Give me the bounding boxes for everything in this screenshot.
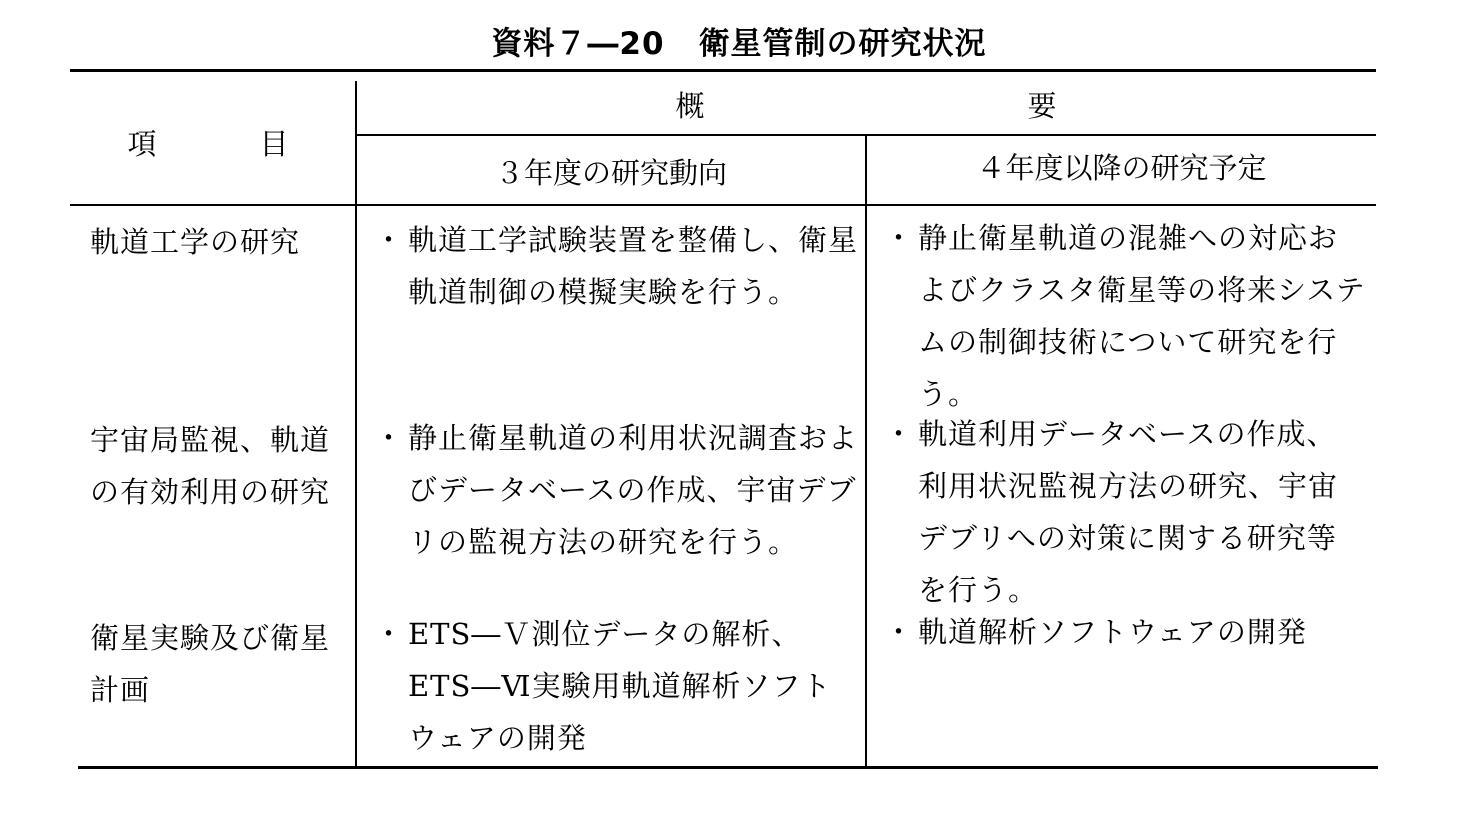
row1-fy4-text: ・ 静止衛星軌道の混雑への対応およびクラスタ衛星等の将来システムの制御技術について研究を行う。 (890, 212, 1366, 420)
row3-fy4 (890, 606, 1366, 658)
header-summary-left: 概 (675, 89, 705, 123)
header-fy3: ３年度の研究動向 (494, 156, 727, 190)
row1-fy3 (380, 214, 860, 318)
row1-fy3-text: ・ 軌道工学試験装置を整備し、衛星軌道制御の模擬実験を行う。 (380, 214, 860, 318)
row2-fy4-text: ・ 軌道利用データベースの作成、利用状況監視方法の研究、宇宙デブリへの対策に関する研究等を行う。 (890, 408, 1366, 616)
row2-fy3 (380, 412, 860, 568)
header-fy4: ４年度以降の研究予定 (976, 151, 1267, 185)
row3-fy3-text: ・ ETS―Ｖ測位データの解析、ETS―Ⅵ実験用軌道解析ソフトウェアの開発 (380, 608, 860, 764)
document-title (0, 18, 1478, 63)
row2-fy4 (890, 408, 1366, 616)
row1-item: 軌道工学の研究 (90, 225, 301, 259)
summary-column-divider (865, 136, 867, 768)
table-bottom-border (78, 766, 1378, 769)
header-item: 項 目 (127, 127, 293, 161)
row1-fy4 (890, 212, 1366, 420)
table-top-border (70, 69, 1376, 72)
row2-fy3-text: ・ 静止衛星軌道の利用状況調査およびデータベースの作成、宇宙デブリの監視方法の研究を行う。 (380, 412, 860, 568)
row3-item: 衛星実験及び衛星計画 (90, 621, 331, 707)
header-summary-right: 要 (1027, 89, 1057, 123)
row3-fy4-text: ・ 軌道解析ソフトウェアの開発 (890, 606, 1366, 658)
title-number: 資料７―20 (491, 26, 665, 62)
header-bottom-border (70, 204, 1376, 206)
item-column-divider (355, 81, 357, 768)
row2-item: 宇宙局監視、軌道の有効利用の研究 (90, 423, 331, 509)
row3-fy3 (380, 608, 860, 764)
title-text: 衛星管制の研究状況 (698, 26, 987, 62)
